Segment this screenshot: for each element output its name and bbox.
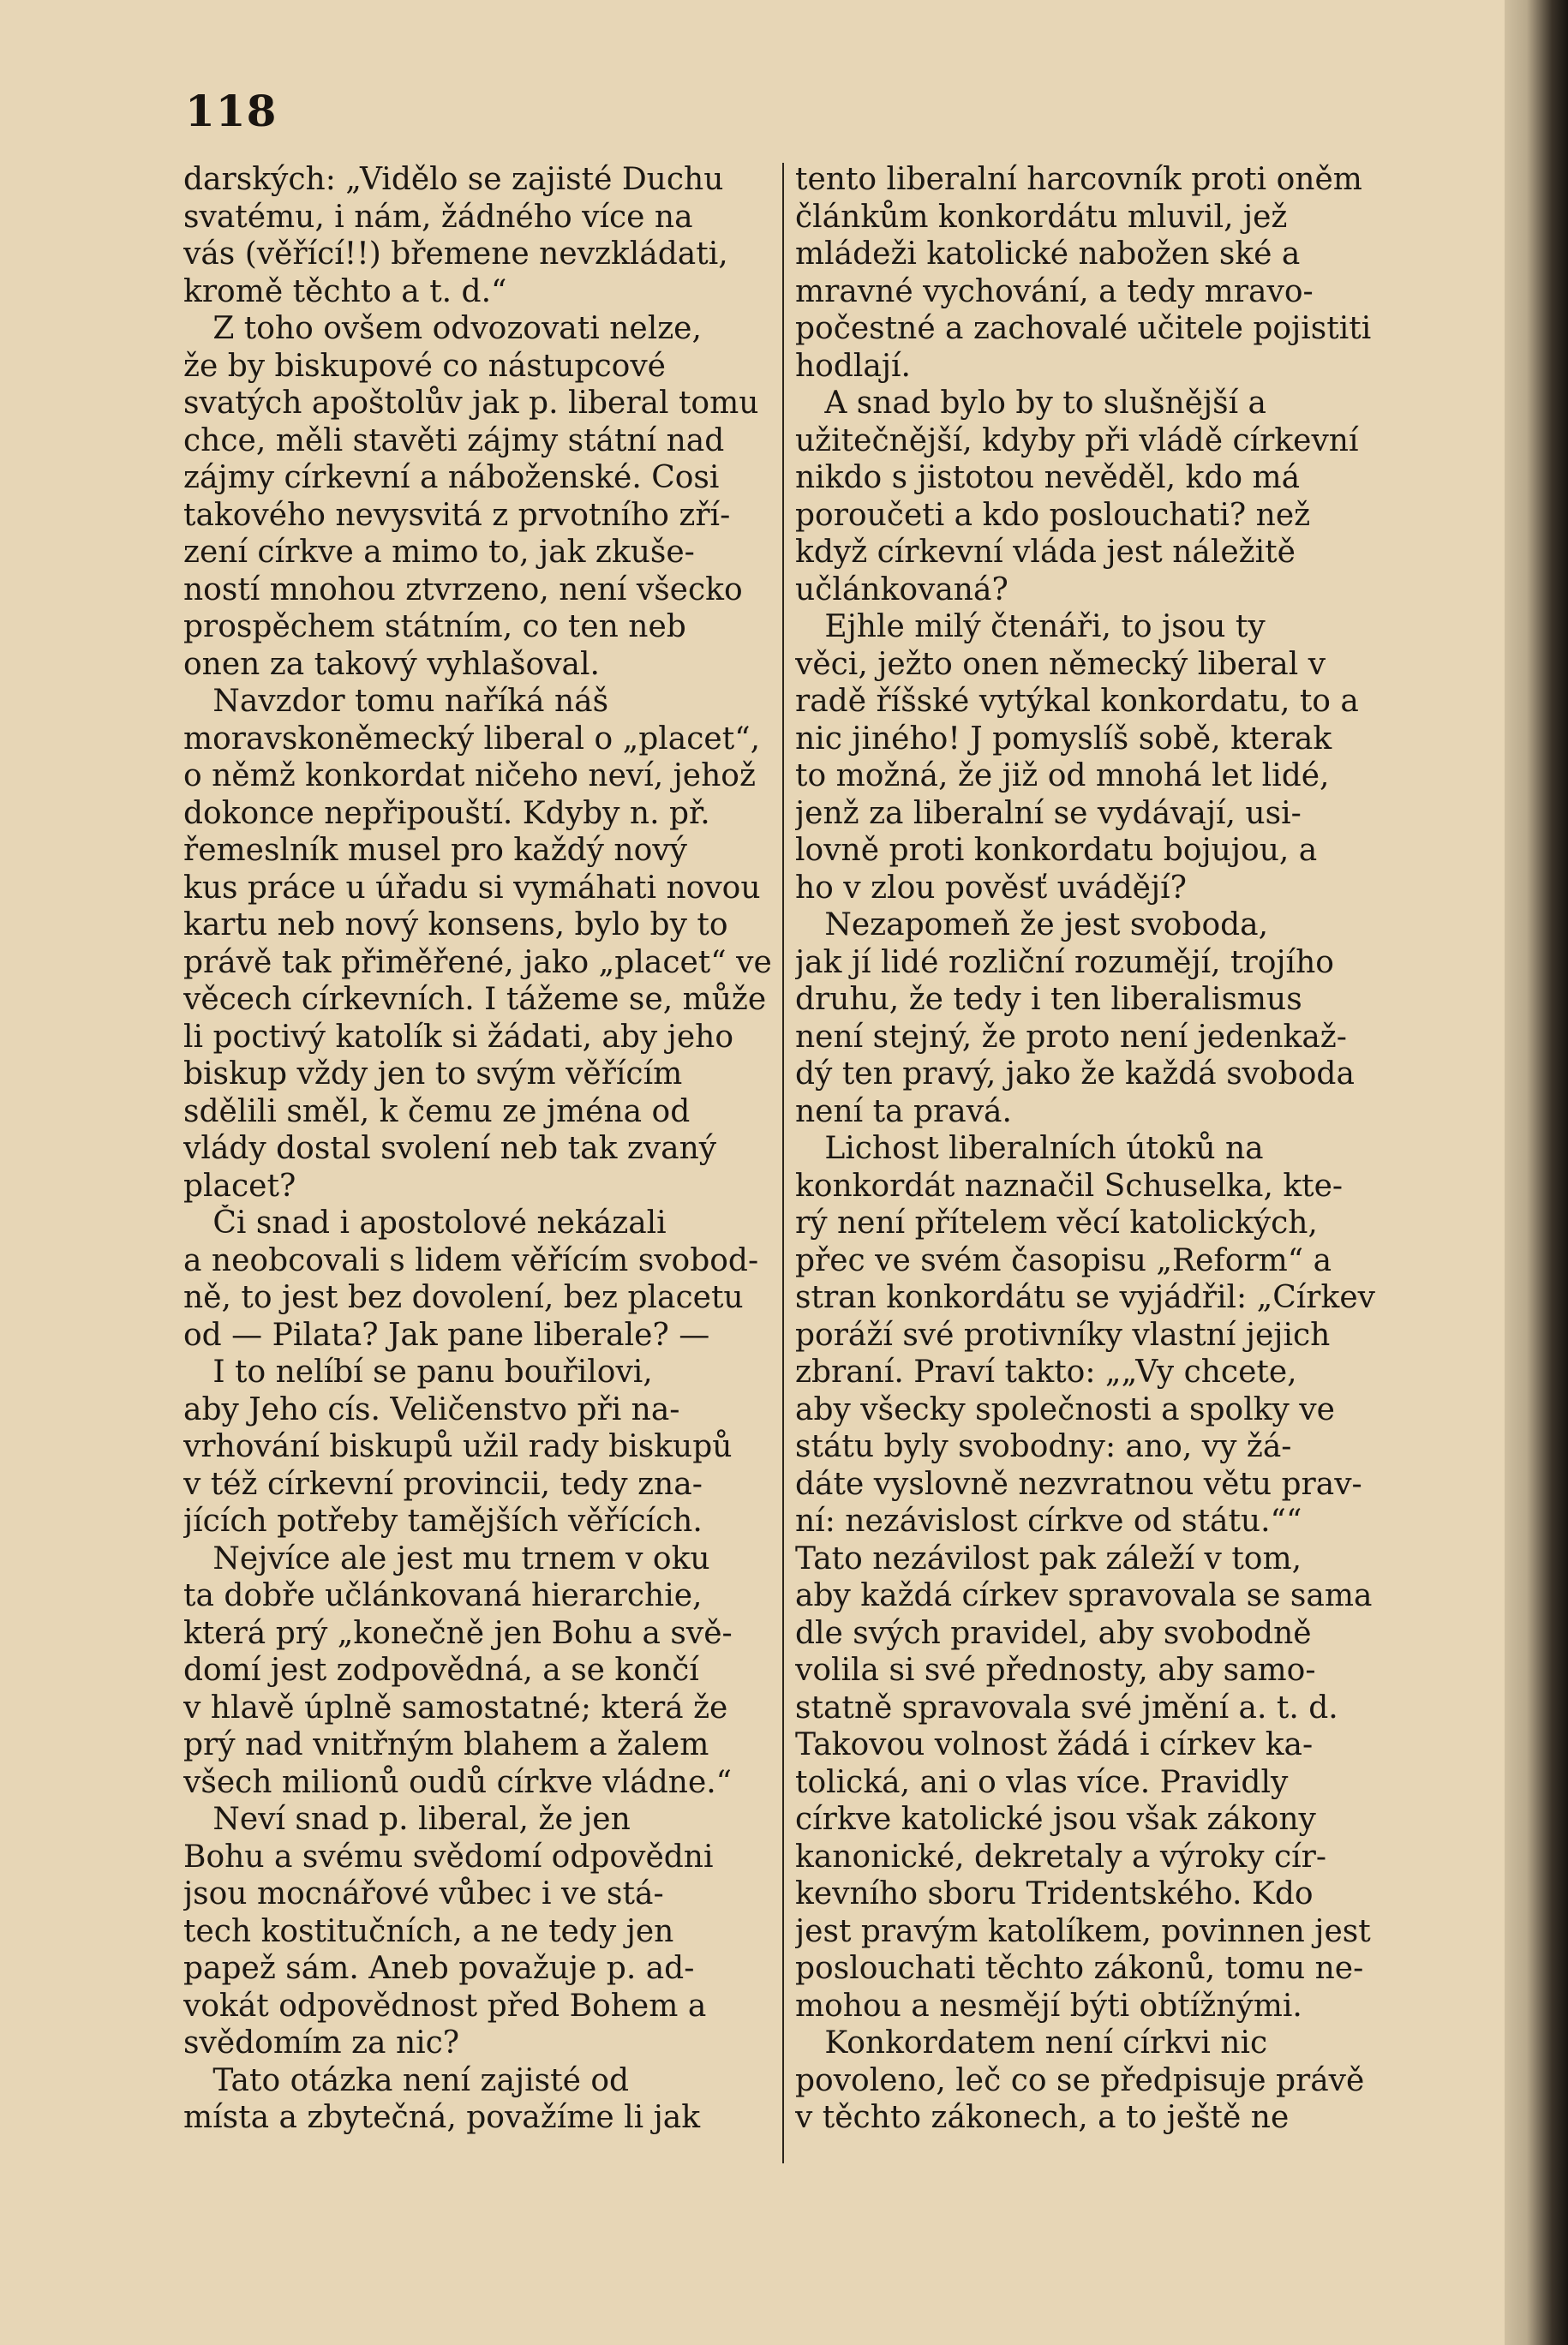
text-line: jících potřeby tamějších věřících.	[183, 1504, 703, 1539]
text-line: státu byly svobodny: ano, vy žá-	[795, 1429, 1292, 1464]
text-line: místa a zbytečná, považíme li jak	[183, 2100, 701, 2135]
text-line: ní: nezávislost církve od státu.““	[795, 1504, 1302, 1539]
text-line: jak jí lidé rozliční rozumějí, trojího	[795, 944, 1334, 980]
text-line: jsou mocnářové vůbec i ve stá-	[183, 1876, 664, 1911]
text-line: od — Pilata? Jak pane liberale? —	[183, 1317, 710, 1353]
page-number: 118	[185, 86, 278, 136]
text-line: povoleno, leč co se předpisuje právě	[795, 2062, 1365, 2098]
text-line: sdělili směl, k čemu ze jména od	[183, 1093, 691, 1129]
text-line: zení církve a mimo to, jak zkuše-	[183, 535, 695, 570]
text-line: domí jest zodpovědná, a se končí	[183, 1653, 699, 1688]
text-line: A snad bylo by to slušnější a	[795, 386, 1267, 421]
text-line: svatému, i nám, žádného více na	[183, 199, 693, 235]
text-line: o němž konkordat ničeho neví, jehož	[183, 758, 756, 793]
text-line: poslouchati těchto zákonů, tomu ne-	[795, 1951, 1364, 1986]
text-line: prospěchem státním, co ten neb	[183, 609, 686, 644]
text-line: právě tak přiměřené, jako „placet“ ve	[183, 944, 772, 980]
text-line: užitečnější, kdyby při vládě církevní	[795, 422, 1359, 458]
text-line: I to nelíbí se panu bouřilovi,	[183, 1355, 653, 1390]
text-line: mohou a nesmějí býti obtížnými.	[795, 1988, 1302, 2024]
text-line: mládeži katolické nabožen ské a	[795, 236, 1301, 272]
text-line: jest pravým katolíkem, povinnen jest	[795, 1913, 1371, 1949]
text-line: není stejný, že proto není jedenkaž-	[795, 1019, 1347, 1055]
text-line: Nezapomeň že jest svoboda,	[795, 907, 1269, 942]
text-line: hodlají.	[795, 348, 911, 384]
text-line: učlánkovaná?	[795, 571, 1008, 607]
right-text-column	[795, 161, 1378, 2137]
text-line: ho v zlou pověsť uvádějí?	[795, 870, 1187, 906]
text-line: druhu, že tedy i ten liberalismus	[795, 982, 1302, 1017]
text-line: stran konkordátu se vyjádřil: „Církev	[795, 1280, 1375, 1315]
text-line: Konkordatem není církvi nic	[795, 2025, 1268, 2061]
text-line: volila si své přednosty, aby samo-	[795, 1653, 1316, 1688]
text-line: vrhování biskupů užil rady biskupů	[183, 1429, 733, 1464]
text-line: mravné vychování, a tedy mravo-	[795, 273, 1314, 309]
text-line: moravskoněmecký liberal o „placet“,	[183, 721, 761, 757]
text-line: radě říšské vytýkal konkordatu, to a	[795, 684, 1359, 719]
text-line: takového nevysvitá z prvotního zří-	[183, 497, 731, 533]
text-line: tolická, ani o vlas více. Pravidly	[795, 1764, 1289, 1800]
text-line: kromě těchto a t. d.“	[183, 273, 507, 309]
column-divider	[782, 163, 784, 2163]
text-line: darských: „Vidělo se zajisté Duchu	[183, 162, 724, 197]
text-line: vlády dostal svolení neb tak zvaný	[183, 1131, 717, 1166]
text-line: vokát odpovědnost před Bohem a	[183, 1988, 707, 2024]
text-line: a neobcovali s lidem věřícím svobod-	[183, 1242, 759, 1278]
text-line: Tato otázka není zajisté od	[183, 2062, 630, 2098]
text-line: Takovou volnost žádá i církev ka-	[795, 1727, 1314, 1762]
text-line: v hlavě úplně samostatné; která že	[183, 1690, 728, 1726]
text-line: aby všecky společnosti a spolky ve	[795, 1391, 1335, 1427]
text-line: řemeslník musel pro každý nový	[183, 833, 687, 868]
text-line: dý ten pravý, jako že každá svoboda	[795, 1056, 1355, 1092]
text-line: li poctivý katolík si žádati, aby jeho	[183, 1019, 734, 1055]
text-line: aby každá církev spravovala se sama	[795, 1578, 1373, 1613]
text-line: onen za takový vyhlašoval.	[183, 646, 600, 682]
text-line: článkům konkordátu mluvil, jež	[795, 199, 1288, 235]
text-line: poráží své protivníky vlastní jejich	[795, 1317, 1331, 1353]
text-line: svatých apoštolův jak p. liberal tomu	[183, 386, 759, 421]
text-line: chce, měli stavěti zájmy státní nad	[183, 422, 725, 458]
text-line: kartu neb nový konsens, bylo by to	[183, 907, 728, 942]
text-line: papež sám. Aneb považuje p. ad-	[183, 1951, 695, 1986]
text-line: Z toho ovšem odvozovati nelze,	[183, 311, 702, 346]
text-line: dáte vyslovně nezvratnou větu prav-	[795, 1466, 1362, 1502]
text-line: když církevní vláda jest náležitě	[795, 535, 1296, 570]
text-line: v též církevní provincii, tedy zna-	[183, 1466, 703, 1502]
text-line: kus práce u úřadu si vymáhati novou	[183, 870, 761, 906]
text-line: věcech církevních. I tážeme se, může	[183, 982, 767, 1017]
text-line: zbraní. Praví takto: „„Vy chcete,	[795, 1355, 1297, 1390]
text-line: Neví snad p. liberal, že jen	[183, 1802, 631, 1837]
text-line: kevního sboru Tridentského. Kdo	[795, 1876, 1314, 1911]
text-line: poroučeti a kdo poslouchati? než	[795, 497, 1311, 533]
text-line: ta dobře učlánkovaná hierarchie,	[183, 1578, 703, 1613]
text-line: která prý „konečně jen Bohu a svě-	[183, 1615, 733, 1651]
text-line: rý není přítelem věcí katolických,	[795, 1205, 1318, 1241]
text-line: počestné a zachovalé učitele pojistiti	[795, 311, 1372, 346]
text-line: lovně proti konkordatu bojujou, a	[795, 833, 1318, 868]
text-line: církve katolické jsou však zákony	[795, 1802, 1316, 1837]
text-line: biskup vždy jen to svým věřícím	[183, 1056, 683, 1092]
text-line: placet?	[183, 1168, 296, 1204]
page-edge-shadow	[1505, 0, 1568, 2345]
text-line: vás (věřící!!) břemene nevzkládati,	[183, 236, 728, 272]
text-line: statně spravovala své jmění a. t. d.	[795, 1690, 1338, 1726]
text-line: Navzdor tomu naříká náš	[183, 684, 609, 719]
text-line: jenž za liberalní se vydávají, usi-	[795, 795, 1302, 831]
text-line: všech milionů oudů církve vládne.“	[183, 1764, 733, 1800]
text-line: věci, ježto onen německý liberal v	[795, 646, 1326, 682]
text-line: nic jiného! J pomyslíš sobě, kterak	[795, 721, 1332, 757]
text-line: zájmy církevní a náboženské. Cosi	[183, 460, 720, 495]
text-line: Ejhle milý čtenáři, to jsou ty	[795, 609, 1266, 644]
text-line: prý nad vnitřným blahem a žalem	[183, 1727, 709, 1762]
text-line: Či snad i apostolové nekázali	[183, 1205, 667, 1241]
text-line: Lichost liberalních útoků na	[795, 1131, 1264, 1166]
text-line: dokonce nepřipouští. Kdyby n. př.	[183, 795, 710, 831]
text-line: tech kostitučních, a ne tedy jen	[183, 1913, 674, 1949]
text-line: nikdo s jistotou nevěděl, kdo má	[795, 460, 1301, 495]
text-line: Bohu a svému svědomí odpovědni	[183, 1839, 714, 1875]
left-text-column	[183, 161, 775, 2137]
text-line: přec ve svém časopisu „Reform“ a	[795, 1242, 1332, 1278]
text-line: kanonické, dekretaly a výroky cír-	[795, 1839, 1327, 1875]
text-line: ností mnohou ztvrzeno, není všecko	[183, 571, 743, 607]
text-line: dle svých pravidel, aby svobodně	[795, 1615, 1312, 1651]
text-line: není ta pravá.	[795, 1093, 1012, 1129]
text-line: konkordát naznačil Schuselka, kte-	[795, 1168, 1344, 1204]
text-line: v těchto zákonech, a to ještě ne	[795, 2100, 1290, 2135]
text-line: Nejvíce ale jest mu trnem v oku	[183, 1540, 710, 1576]
text-line: aby Jeho cís. Veličenstvo při na-	[183, 1391, 680, 1427]
text-line: ně, to jest bez dovolení, bez placetu	[183, 1280, 744, 1315]
text-line: Tato nezávilost pak záleží v tom,	[795, 1540, 1302, 1576]
text-line: svědomím za nic?	[183, 2025, 460, 2061]
text-line: tento liberalní harcovník proti oněm	[795, 162, 1362, 197]
text-line: to možná, že již od mnohá let lidé,	[795, 758, 1330, 793]
text-line: že by biskupové co nástupcové	[183, 348, 666, 384]
